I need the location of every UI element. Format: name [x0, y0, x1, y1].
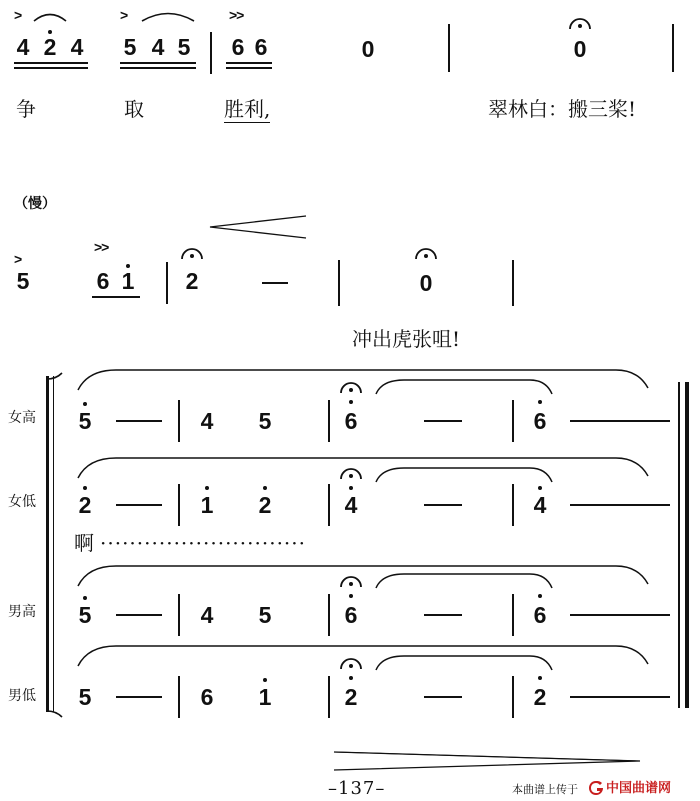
- bracket-hook: [46, 372, 66, 380]
- rest: 0: [573, 36, 587, 62]
- underline: [120, 62, 196, 64]
- underline: [226, 67, 272, 69]
- fermata-icon: [339, 466, 363, 482]
- rest: 0: [361, 36, 375, 62]
- final-barline: [685, 382, 689, 708]
- note: 6: [344, 408, 358, 434]
- part-label: 女高: [8, 410, 36, 426]
- fermata-icon: [339, 574, 363, 590]
- note: 6: [254, 34, 268, 60]
- underline: [226, 62, 272, 64]
- note: 6: [200, 684, 214, 710]
- accent-mark: >: [14, 251, 22, 267]
- high-octave-dot: [83, 596, 87, 600]
- slur: [32, 10, 68, 22]
- note: 4: [533, 492, 547, 518]
- lyric: 冲出虎张咀!: [352, 327, 461, 351]
- dash: [116, 420, 162, 422]
- note: 5: [177, 34, 191, 60]
- system-bracket: [46, 376, 49, 712]
- fermata-icon: [414, 246, 438, 262]
- final-barline: [678, 382, 680, 708]
- dash: [116, 696, 162, 698]
- high-octave-dot: [538, 676, 542, 680]
- dash: [570, 420, 670, 422]
- lyric: 胜利,: [224, 97, 271, 121]
- slur: [76, 454, 650, 480]
- high-octave-dot: [349, 676, 353, 680]
- lyric: 争: [16, 97, 36, 121]
- spoken-line: 翠林白：搬三桨!: [488, 97, 637, 121]
- high-octave-dot: [126, 264, 130, 268]
- note: 5: [123, 34, 137, 60]
- barline: [166, 262, 168, 304]
- site-logo-icon: [588, 780, 604, 796]
- fermata-icon: [339, 380, 363, 396]
- high-octave-dot: [263, 486, 267, 490]
- slur: [76, 642, 650, 668]
- upload-note: 本曲谱上传于: [512, 783, 578, 796]
- underline: [14, 67, 88, 69]
- fermata-icon: [339, 656, 363, 672]
- accent-mark: >>: [94, 239, 109, 255]
- high-octave-dot: [83, 402, 87, 406]
- accent-mark: >>: [229, 7, 244, 23]
- slur: [374, 652, 554, 672]
- dash: [116, 504, 162, 506]
- site-name[interactable]: 中国曲谱网: [606, 781, 672, 796]
- barline: [178, 400, 180, 442]
- barline: [178, 676, 180, 718]
- high-octave-dot: [538, 486, 542, 490]
- high-octave-dot: [538, 400, 542, 404]
- high-octave-dot: [349, 400, 353, 404]
- underline: [92, 296, 140, 298]
- note: 6: [533, 408, 547, 434]
- dash: [570, 614, 670, 616]
- dash: [570, 696, 670, 698]
- slur: [76, 366, 650, 392]
- underline: [120, 67, 196, 69]
- note: 1: [121, 268, 135, 294]
- note: 2: [258, 492, 272, 518]
- barline: [178, 594, 180, 636]
- note: 1: [200, 492, 214, 518]
- note: 4: [70, 34, 84, 60]
- high-octave-dot: [349, 594, 353, 598]
- lyric-extension: ····························: [100, 531, 307, 555]
- note: 6: [344, 602, 358, 628]
- underline: [14, 62, 88, 64]
- lyric: 取: [124, 97, 144, 121]
- barline: [448, 24, 450, 72]
- note: 2: [43, 34, 57, 60]
- high-octave-dot: [349, 486, 353, 490]
- barline: [512, 676, 514, 718]
- fermata-icon: [180, 246, 204, 262]
- high-octave-dot: [538, 594, 542, 598]
- dash: [116, 614, 162, 616]
- high-octave-dot: [48, 30, 52, 34]
- note: 6: [96, 268, 110, 294]
- barline: [512, 484, 514, 526]
- note: 6: [231, 34, 245, 60]
- note: 5: [78, 602, 92, 628]
- crescendo-hairpin: [208, 214, 308, 240]
- high-octave-dot: [263, 678, 267, 682]
- note: 2: [185, 268, 199, 294]
- slur: [374, 464, 554, 484]
- part-label: 男低: [8, 688, 36, 704]
- dash: [424, 504, 462, 506]
- dash: [424, 696, 462, 698]
- note: 5: [258, 602, 272, 628]
- note: 4: [200, 602, 214, 628]
- note: 5: [16, 268, 30, 294]
- slur: [374, 376, 554, 396]
- page-number: –137–: [328, 778, 386, 799]
- slur: [374, 570, 554, 590]
- note: 2: [344, 684, 358, 710]
- dash: [570, 504, 670, 506]
- dash: [424, 614, 462, 616]
- lyric: 啊: [74, 531, 94, 555]
- part-label: 女低: [8, 494, 36, 510]
- note: 5: [78, 684, 92, 710]
- barline: [328, 484, 330, 526]
- barline: [210, 32, 212, 74]
- note: 5: [258, 408, 272, 434]
- system-bracket: [53, 376, 54, 712]
- note: 4: [344, 492, 358, 518]
- high-octave-dot: [83, 486, 87, 490]
- bracket-hook: [46, 710, 66, 718]
- slur: [140, 10, 196, 22]
- barline: [178, 484, 180, 526]
- underline: [224, 122, 270, 123]
- slur: [76, 562, 650, 588]
- note: 4: [151, 34, 165, 60]
- dash: [424, 420, 462, 422]
- dash: [262, 282, 288, 284]
- barline: [672, 24, 674, 72]
- note: 5: [78, 408, 92, 434]
- note: 4: [200, 408, 214, 434]
- note: 6: [533, 602, 547, 628]
- barline: [338, 260, 340, 306]
- note: 1: [258, 684, 272, 710]
- barline: [328, 676, 330, 718]
- barline: [328, 594, 330, 636]
- accent-mark: >: [14, 7, 22, 23]
- rest: 0: [419, 270, 433, 296]
- barline: [512, 594, 514, 636]
- note: 2: [78, 492, 92, 518]
- barline: [512, 260, 514, 306]
- note: 4: [16, 34, 30, 60]
- barline: [328, 400, 330, 442]
- high-octave-dot: [205, 486, 209, 490]
- tempo-mark: （慢）: [14, 196, 56, 212]
- fermata-icon: [568, 16, 592, 32]
- part-label: 男高: [8, 604, 36, 620]
- accent-mark: >: [120, 7, 128, 23]
- note: 2: [533, 684, 547, 710]
- barline: [512, 400, 514, 442]
- decrescendo-hairpin: [332, 748, 642, 774]
